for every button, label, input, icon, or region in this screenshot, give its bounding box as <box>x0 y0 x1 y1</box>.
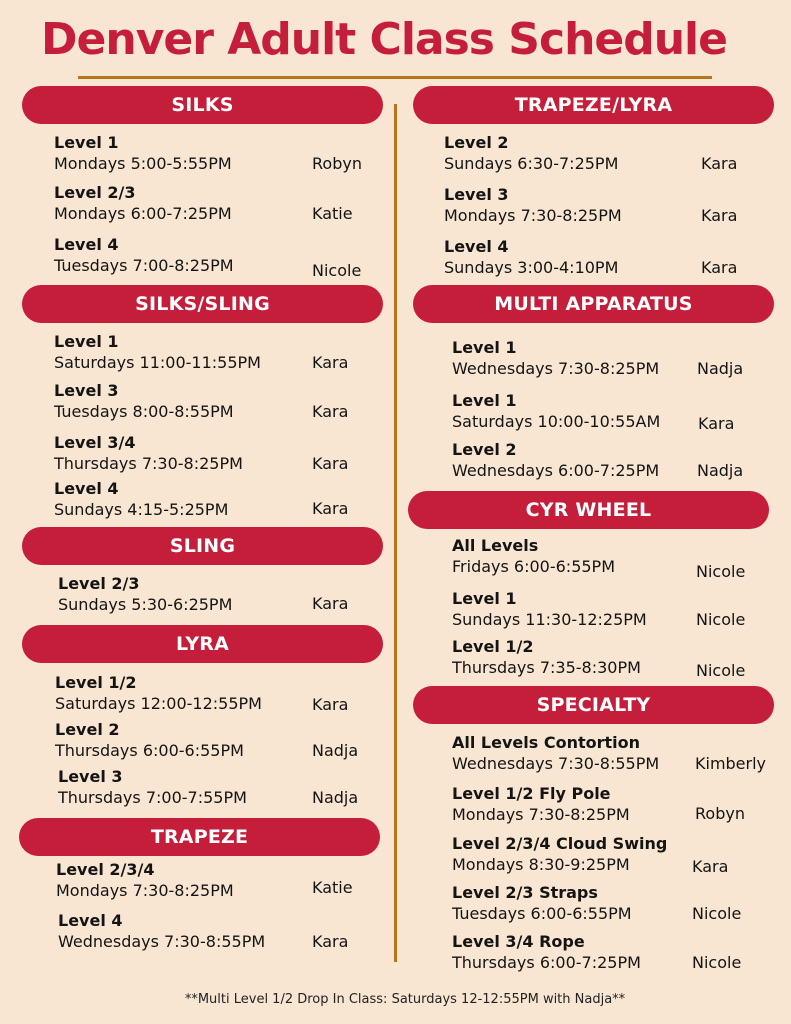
class-time: Tuesdays 7:00-8:25PM <box>54 256 234 275</box>
section-silks-sling <box>22 285 383 323</box>
class-time: Wednesdays 6:00-7:25PM <box>452 461 660 480</box>
class-entry <box>58 910 349 952</box>
class-level: All Levels <box>452 536 539 555</box>
section-specialty <box>413 686 774 724</box>
class-level: Level 3 <box>444 185 509 204</box>
class-instructor: Kara <box>701 154 738 173</box>
class-entry <box>54 132 362 174</box>
class-level: Level 4 <box>58 911 123 930</box>
section-cyr-wheel <box>408 491 769 529</box>
class-time: Saturdays 12:00-12:55PM <box>55 694 262 713</box>
section-heading: MULTI APPARATUS <box>413 285 774 323</box>
class-time: Tuesdays 8:00-8:55PM <box>54 402 234 421</box>
class-entry <box>54 331 349 373</box>
class-level: Level 1 <box>54 332 119 351</box>
class-instructor: Kara <box>312 402 349 421</box>
section-trapeze-lyra <box>413 86 774 124</box>
class-level: Level 3/4 <box>54 433 136 452</box>
class-time: Sundays 6:30-7:25PM <box>444 154 619 173</box>
class-level: Level 1 <box>452 589 517 608</box>
class-instructor: Nicole <box>692 953 742 972</box>
class-level: Level 2/3 <box>54 183 136 202</box>
section-heading: SILKS <box>22 86 383 124</box>
class-time: Mondays 7:30-8:25PM <box>56 881 234 900</box>
class-instructor: Nicole <box>692 904 742 923</box>
class-level: Level 2 <box>444 133 509 152</box>
class-entry <box>54 478 349 520</box>
class-entry <box>58 573 349 615</box>
class-entry <box>452 833 729 876</box>
class-entry <box>56 859 353 901</box>
class-instructor: Kara <box>312 499 349 518</box>
class-entry <box>54 380 349 422</box>
class-instructor: Nicole <box>696 562 746 581</box>
section-heading: SILKS/SLING <box>22 285 383 323</box>
class-entry <box>444 236 738 278</box>
class-time: Mondays 6:00-7:25PM <box>54 204 232 223</box>
class-level: Level 1/2 <box>452 637 534 656</box>
class-level: Level 3 <box>58 767 123 786</box>
class-instructor: Kara <box>312 695 349 714</box>
page-title: Denver Adult Class Schedule <box>41 14 727 65</box>
class-entry <box>444 132 738 174</box>
class-instructor: Kara <box>312 353 349 372</box>
class-instructor: Nadja <box>312 741 359 760</box>
class-entry <box>452 337 744 379</box>
section-heading: LYRA <box>22 625 383 663</box>
class-entry <box>452 535 746 581</box>
class-instructor: Kara <box>698 414 735 433</box>
section-sling <box>22 527 383 565</box>
class-level: Level 2 <box>55 720 120 739</box>
class-instructor: Nicole <box>696 610 746 629</box>
class-instructor: Nicole <box>696 661 746 680</box>
class-entry <box>55 672 349 714</box>
class-instructor: Kara <box>312 932 349 951</box>
class-time: Fridays 6:00-6:55PM <box>452 557 615 576</box>
class-instructor: Kara <box>701 258 738 277</box>
class-time: Sundays 5:30-6:25PM <box>58 595 233 614</box>
class-level: Level 4 <box>54 479 119 498</box>
class-entry <box>54 234 362 280</box>
class-time: Sundays 11:30-12:25PM <box>452 610 647 629</box>
class-time: Thursdays 6:00-7:25PM <box>452 953 641 972</box>
class-level: Level 2/3 <box>58 574 140 593</box>
class-time: Sundays 4:15-5:25PM <box>54 500 229 519</box>
class-level: Level 2/3/4 <box>56 860 155 879</box>
class-instructor: Nadja <box>697 461 744 480</box>
class-instructor: Kara <box>312 594 349 613</box>
class-level: Level 3 <box>54 381 119 400</box>
column-divider <box>394 104 397 962</box>
footer-note: **Multi Level 1/2 Drop In Class: Saturdays 12-12:55PM with Nadja** <box>184 992 626 1007</box>
section-lyra <box>22 625 383 663</box>
class-entry <box>452 783 745 825</box>
class-instructor: Nadja <box>697 359 744 378</box>
class-level: Level 1/2 Fly Pole <box>452 784 611 803</box>
class-time: Thursdays 7:35-8:30PM <box>452 658 641 677</box>
class-time: Saturdays 11:00-11:55PM <box>54 353 261 372</box>
class-level: All Levels Contortion <box>452 733 640 752</box>
section-heading: TRAPEZE <box>19 818 380 856</box>
class-instructor: Nicole <box>312 261 362 280</box>
class-entry <box>54 182 353 224</box>
class-time: Mondays 7:30-8:25PM <box>452 805 630 824</box>
class-time: Saturdays 10:00-10:55AM <box>452 412 661 431</box>
class-entry <box>452 588 746 630</box>
class-time: Mondays 8:30-9:25PM <box>452 855 630 874</box>
section-heading: SLING <box>22 527 383 565</box>
section-trapeze <box>19 818 380 856</box>
class-instructor: Katie <box>312 878 353 897</box>
class-instructor: Kara <box>701 206 738 225</box>
section-multi-apparatus <box>413 285 774 323</box>
class-entry <box>452 636 746 680</box>
class-level: Level 2 <box>452 440 517 459</box>
section-silks <box>22 86 383 124</box>
class-time: Wednesdays 7:30-8:25PM <box>452 359 660 378</box>
class-level: Level 3/4 Rope <box>452 932 585 951</box>
class-time: Tuesdays 6:00-6:55PM <box>452 904 632 923</box>
class-instructor: Robyn <box>312 154 362 173</box>
class-level: Level 2/3/4 Cloud Swing <box>452 834 668 853</box>
class-time: Wednesdays 7:30-8:55PM <box>58 932 266 951</box>
class-entry <box>58 766 359 808</box>
class-time: Thursdays 7:30-8:25PM <box>54 454 243 473</box>
class-time: Mondays 5:00-5:55PM <box>54 154 232 173</box>
class-time: Thursdays 6:00-6:55PM <box>55 741 244 760</box>
class-level: Level 4 <box>444 237 509 256</box>
class-level: Level 4 <box>54 235 119 254</box>
section-heading: SPECIALTY <box>413 686 774 724</box>
title-underline <box>78 76 712 79</box>
class-level: Level 1 <box>54 133 119 152</box>
class-time: Wednesdays 7:30-8:55PM <box>452 754 660 773</box>
class-level: Level 1/2 <box>55 673 137 692</box>
class-time: Mondays 7:30-8:25PM <box>444 206 622 225</box>
class-entry <box>55 719 359 761</box>
class-time: Sundays 3:00-4:10PM <box>444 258 619 277</box>
class-instructor: Kimberly <box>695 754 767 773</box>
section-heading: TRAPEZE/LYRA <box>413 86 774 124</box>
class-level: Level 1 <box>452 338 517 357</box>
class-entry <box>452 390 735 433</box>
class-entry <box>452 931 742 973</box>
class-level: Level 2/3 Straps <box>452 883 598 902</box>
class-entry <box>452 732 767 774</box>
class-entry <box>444 184 738 226</box>
class-instructor: Katie <box>312 204 353 223</box>
class-entry <box>54 432 349 474</box>
class-instructor: Kara <box>312 454 349 473</box>
class-entry <box>452 439 744 481</box>
class-instructor: Nadja <box>312 788 359 807</box>
class-instructor: Kara <box>692 857 729 876</box>
class-instructor: Robyn <box>695 804 745 823</box>
section-heading: CYR WHEEL <box>408 491 769 529</box>
class-entry <box>452 882 742 924</box>
class-level: Level 1 <box>452 391 517 410</box>
class-time: Thursdays 7:00-7:55PM <box>58 788 247 807</box>
